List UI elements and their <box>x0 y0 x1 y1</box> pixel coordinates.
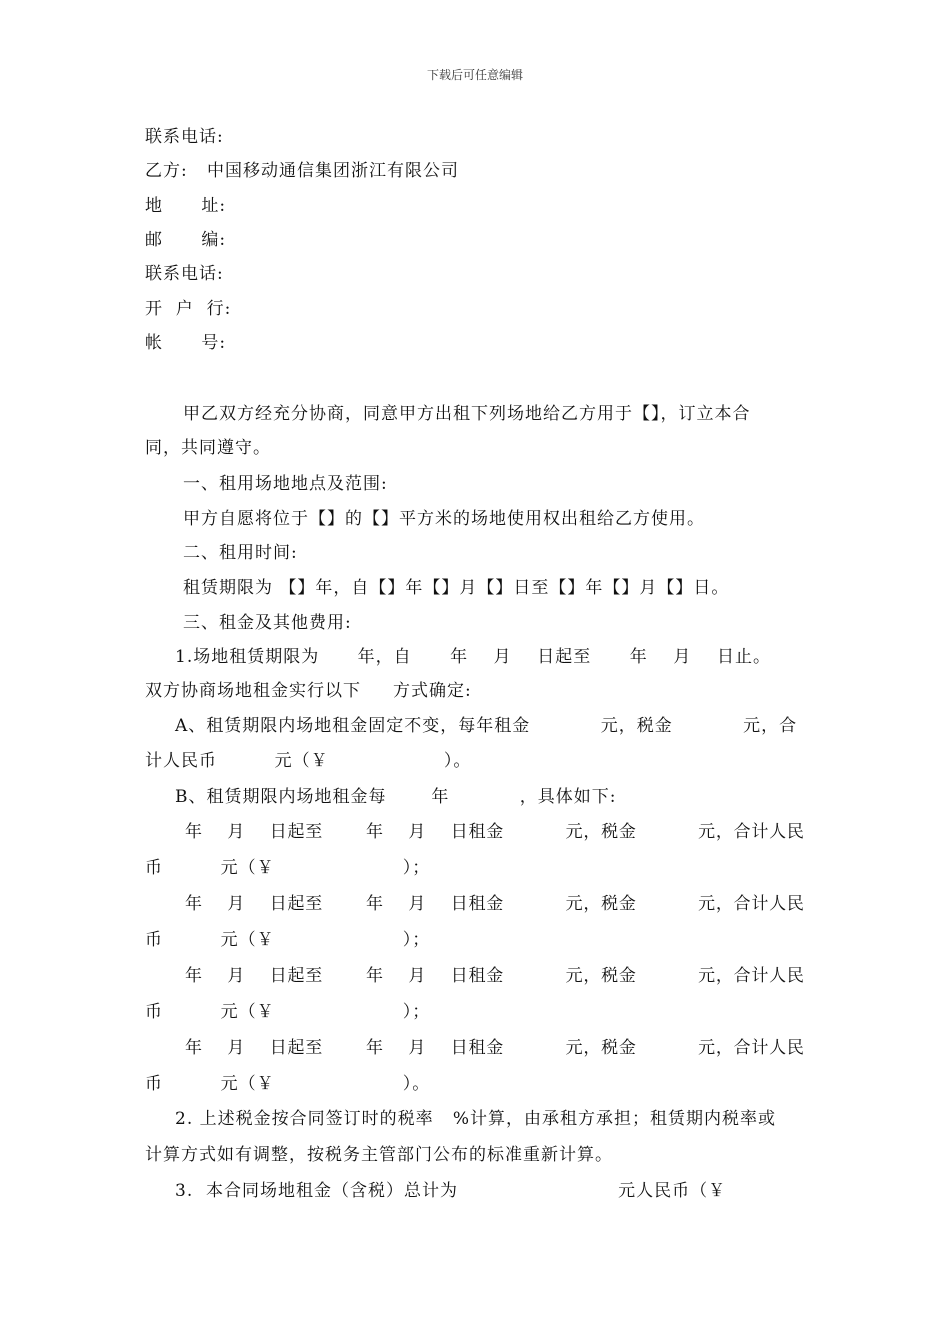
rent-row-3-line-1: 年 月 日起至 年 月 日租金 元，税金 元，合计人民 <box>185 966 805 986</box>
clause-3-2-line-2: 计算方式如有调整，按税务主管部门公布的标准重新计算。 <box>145 1145 613 1165</box>
section-2-title: 二、租用时间: <box>183 543 298 563</box>
section-3-title: 三、租金及其他费用: <box>183 613 352 633</box>
section-1-text: 甲方自愿将位于【】的【】平方米的场地使用权出租给乙方使用。 <box>183 509 705 529</box>
clause-3-3-line-1: 3. 本合同场地租金（含税）总计为 元人民币（￥ <box>175 1181 727 1201</box>
intro-paragraph-line-2: 同，共同遵守。 <box>145 438 271 458</box>
rent-row-1-line-1: 年 月 日起至 年 月 日租金 元，税金 元，合计人民 <box>185 822 805 842</box>
rent-row-2-line-2: 币 元（￥ ）； <box>145 930 431 950</box>
party-b-account-line: 帐 号: <box>145 333 227 353</box>
party-b-postcode-line: 邮 编: <box>145 230 227 250</box>
rent-row-4-line-1: 年 月 日起至 年 月 日租金 元，税金 元，合计人民 <box>185 1038 805 1058</box>
rent-row-3-line-2: 币 元（￥ ）； <box>145 1002 431 1022</box>
section-2-text: 租赁期限为 【】年，自【】年【】月【】日至【】年【】月【】日。 <box>183 578 730 598</box>
rent-row-4-line-2: 币 元（￥ ）。 <box>145 1074 431 1094</box>
option-a-line-2: 计人民币 元（￥ ）。 <box>145 751 472 771</box>
option-a-line-1: A、租赁期限内场地租金固定不变，每年租金 元，税金 元，合 <box>175 716 798 736</box>
party-b-bank-line: 开 户 行: <box>145 299 232 319</box>
clause-3-1-line-1: 1.场地租赁期限为 年，自 年 月 日起至 年 月 日止。 <box>175 647 771 667</box>
clause-3-1-line-2: 双方协商场地租金实行以下 方式确定: <box>145 681 472 701</box>
page-header-note: 下载后可任意编辑 <box>426 68 523 82</box>
party-a-phone-line: 联系电话: <box>145 127 224 147</box>
party-b-address-line: 地 址: <box>145 196 227 216</box>
section-1-title: 一、租用场地地点及范围: <box>183 474 388 494</box>
party-b-phone-line: 联系电话: <box>145 264 224 284</box>
rent-row-2-line-1: 年 月 日起至 年 月 日租金 元，税金 元，合计人民 <box>185 894 805 914</box>
party-b-name-line: 乙方: 中国移动通信集团浙江有限公司 <box>145 161 459 181</box>
option-b-line: B、租赁期限内场地租金每 年 ，具体如下: <box>175 787 617 807</box>
rent-row-1-line-2: 币 元（￥ ）； <box>145 858 431 878</box>
intro-paragraph-line-1: 甲乙双方经充分协商，同意甲方出租下列场地给乙方用于【】，订立本合 <box>183 404 751 424</box>
clause-3-2-line-1: 2. 上述税金按合同签订时的税率 %计算，由承租方承担；租赁期内税率或 <box>175 1109 776 1129</box>
